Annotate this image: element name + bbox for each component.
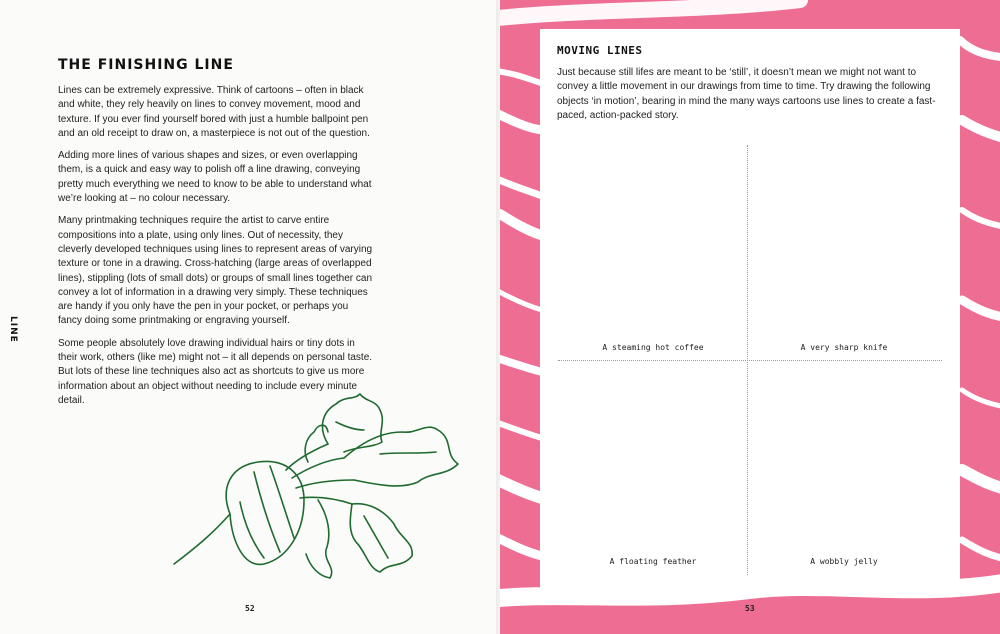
section-tab: LINE (8, 316, 18, 343)
exercise-card (540, 29, 960, 595)
drawing-prompt-jelly: A wobbly jelly (810, 557, 878, 566)
paragraph: Some people absolutely love drawing individual hairs or tiny dots in their work, others (like me) might not – it all depends on personal taste. But lots of these line techniques also act as shortcuts to give us more information about an object without needing to include every minute detail. (58, 337, 373, 406)
grid-divider-horizontal (558, 360, 942, 361)
drawing-prompt-coffee: A steaming hot coffee (602, 343, 704, 352)
left-body-text (58, 84, 373, 416)
card-title: MOVING LINES (557, 44, 643, 57)
paragraph: Adding more lines of various shapes and sizes, or even overlapping them, is a quick and easy way to polish off a line drawing, conveying pretty much everything we need to know to be able to understand what we’re looking at – no colour necessary. (58, 150, 372, 205)
paragraph: Many printmaking techniques require the artist to carve entire compositions into a plate, using only lines. Out of necessity, they cleverly developed techniques using lines to represent areas of varying texture or tone in a drawing. Cross-hatching (large areas of overlapped lines), stippling (lots of small dots) or groups of small lines together can convey a lot of information in a drawing very simply. These techniques are handy if you only have the pen in your pocket, or perhaps you fancy doing some printmaking or engraving yourself. (58, 215, 373, 327)
card-body-text: Just because still lifes are meant to be ‘still’, it doesn’t mean we might not want to convey a little movement in our drawings from time to time. Try drawing the following objects ‘in motion’, bearing in mind the many ways cartoons use lines to create a fast-paced, action-packed story. (557, 67, 936, 121)
page-number-left: 52 (245, 604, 255, 613)
page-number-right: 53 (745, 604, 755, 613)
drawing-prompt-knife: A very sharp knife (800, 343, 888, 352)
drawing-prompt-feather: A floating feather (609, 557, 697, 566)
beetroot-illustration-icon (168, 392, 468, 582)
paragraph: Lines can be extremely expressive. Think of cartoons – often in black and white, they rely heavily on lines to convey movement, mood and texture. If you ever find yourself bored with just a humble ballpoint pen and an old receipt to draw on, a masterpiece is not out of the question. (58, 85, 370, 139)
page-title: THE FINISHING LINE (58, 57, 234, 73)
